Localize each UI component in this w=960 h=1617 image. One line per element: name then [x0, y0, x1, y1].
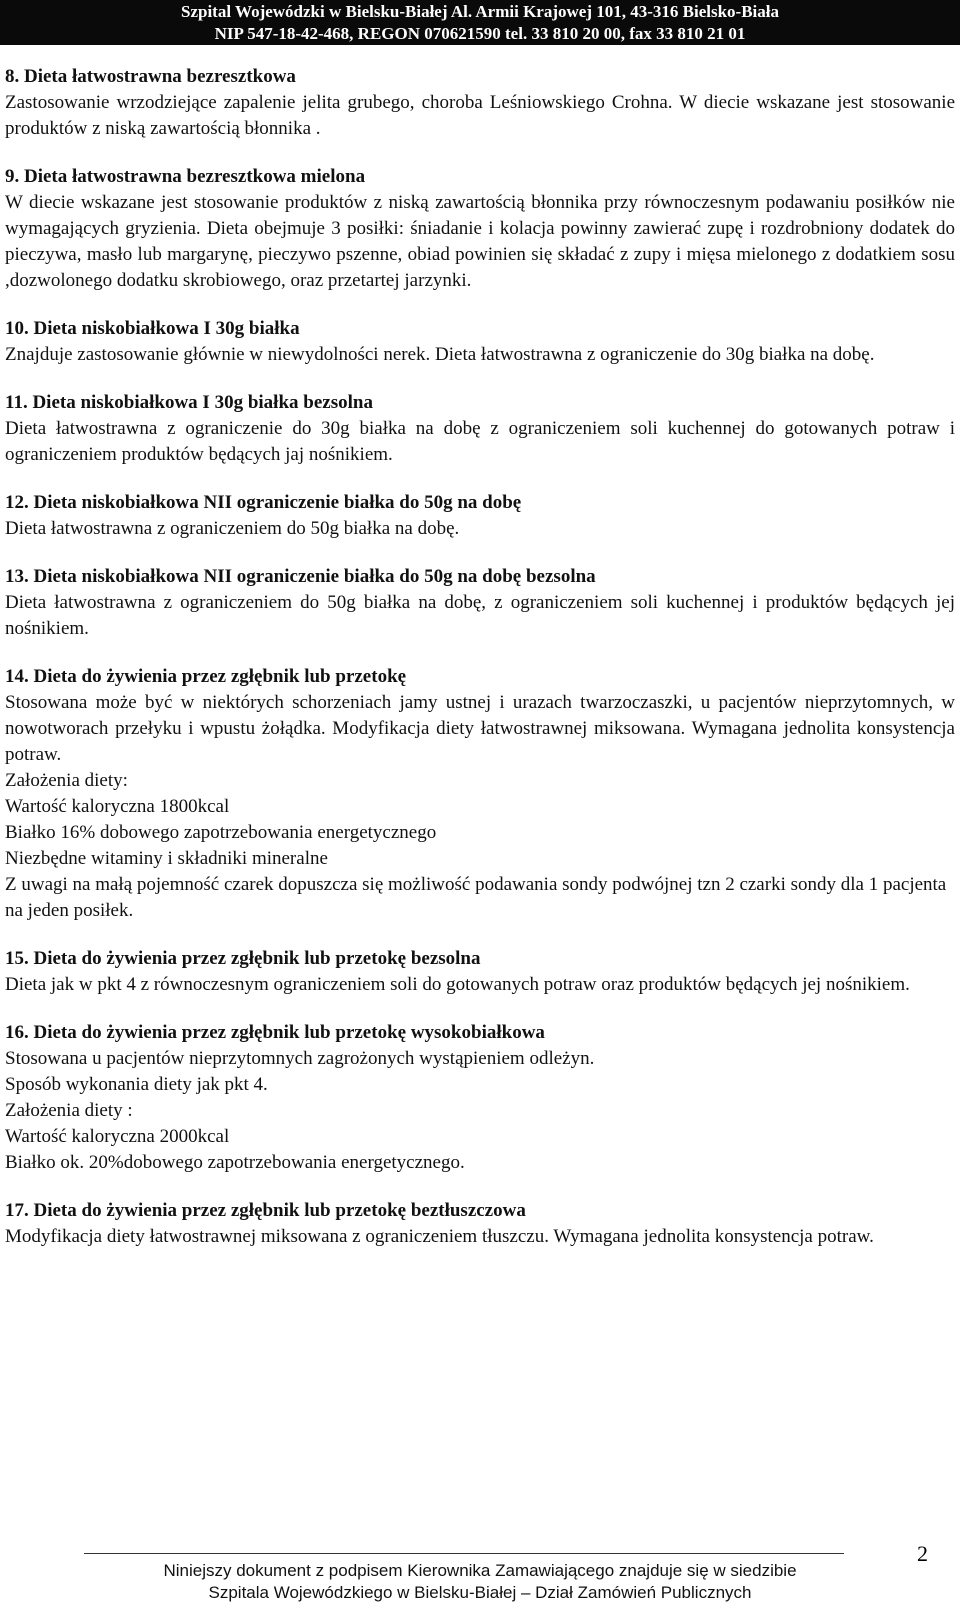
section-lines	[5, 1072, 955, 1176]
diet-section	[5, 1020, 955, 1176]
section-text: W diecie wskazane jest stosowanie produktów z niską zawartością błonnika przy równoczesnym podawaniu posiłków nie wymagających gryzienia. Dieta obejmuje 3 posiłki: śniadanie i kolacja powinny zawierać zupę i rozdrobniony dodatek do pieczywa, masło lub margarynę, pieczywo pszenne, obiad powinien się składać z zupy i mięsa mielonego z dodatkiem sosu ,dozwolonego dodatku skrobiowego, oraz przetartej jarzynki.	[5, 192, 955, 291]
diet-section	[5, 490, 955, 542]
section-line: Sposób wykonania diety jak pkt 4.	[5, 1074, 268, 1095]
section-line: Białko 16% dobowego zapotrzebowania energetycznego	[5, 822, 437, 843]
page-footer	[0, 1560, 960, 1604]
section-title: 17. Dieta do żywienia przez zgłębnik lub przetokę beztłuszczowa	[5, 1200, 526, 1221]
footer-line-2: Szpitala Wojewódzkiego w Bielsku-Białej – Dział Zamówień Publicznych	[208, 1583, 752, 1602]
section-line: Białko ok. 20%dobowego zapotrzebowania energetycznego.	[5, 1152, 465, 1173]
page-number: 2	[917, 1541, 928, 1566]
diet-section	[5, 164, 955, 294]
section-text: Modyfikacja diety łatwostrawnej miksowana z ograniczeniem tłuszczu. Wymagana jednolita konsystencja potraw.	[5, 1226, 874, 1247]
section-text: Dieta łatwostrawna z ograniczeniem do 50g białka na dobę, z ograniczeniem soli kuchennej i produktów będących jej nośnikiem.	[5, 592, 955, 639]
section-title: 11. Dieta niskobiałkowa I 30g białka bezsolna	[5, 392, 373, 413]
letterhead-line-2: NIP 547-18-42-468, REGON 070621590 tel. 33 810 20 00, fax 33 810 21 01	[214, 24, 746, 43]
section-title: 15. Dieta do żywienia przez zgłębnik lub przetokę bezsolna	[5, 948, 481, 969]
section-title: 13. Dieta niskobiałkowa NII ograniczenie białka do 50g na dobę bezsolna	[5, 566, 596, 587]
section-line: Założenia diety:	[5, 770, 128, 791]
section-lines	[5, 768, 955, 924]
diet-section	[5, 946, 955, 998]
section-line: Wartość kaloryczna 2000kcal	[5, 1126, 230, 1147]
diet-section	[5, 64, 955, 142]
diet-section	[5, 564, 955, 642]
diet-section	[5, 1198, 955, 1250]
letterhead-banner	[0, 0, 960, 45]
section-text: Dieta jak w pkt 4 z równoczesnym ograniczeniem soli do gotowanych potraw oraz produktów będących jej nośnikiem.	[5, 974, 910, 995]
letterhead-line-1: Szpital Wojewódzki w Bielsku-Białej Al. Armii Krajowej 101, 43-316 Bielsko-Biała	[181, 2, 779, 21]
section-title: 9. Dieta łatwostrawna bezresztkowa mielona	[5, 166, 366, 187]
section-text: Dieta łatwostrawna z ograniczenie do 30g białka na dobę z ograniczeniem soli kuchennej do gotowanych potraw i ograniczeniem produktów będących jaj nośnikiem.	[5, 418, 955, 465]
section-title: 12. Dieta niskobiałkowa NII ograniczenie białka do 50g na dobę	[5, 492, 522, 513]
diet-section	[5, 316, 955, 368]
section-title: 10. Dieta niskobiałkowa I 30g białka	[5, 318, 300, 339]
section-text: Dieta łatwostrawna z ograniczeniem do 50g białka na dobę.	[5, 518, 460, 539]
diet-section	[5, 390, 955, 468]
section-line: Niezbędne witaminy i składniki mineralne	[5, 848, 328, 869]
section-title: 8. Dieta łatwostrawna bezresztkowa	[5, 66, 296, 87]
footer-divider	[84, 1553, 844, 1554]
diet-section	[5, 664, 955, 924]
footer-line-1: Niniejszy dokument z podpisem Kierownika Zamawiającego znajduje się w siedzibie	[163, 1561, 797, 1580]
section-text: Stosowana u pacjentów nieprzytomnych zagrożonych wystąpieniem odleżyn.	[5, 1048, 595, 1069]
section-title: 16. Dieta do żywienia przez zgłębnik lub przetokę wysokobiałkowa	[5, 1022, 545, 1043]
document-body	[5, 64, 955, 1272]
section-line: Założenia diety :	[5, 1100, 133, 1121]
section-line: Wartość kaloryczna 1800kcal	[5, 796, 230, 817]
section-text: Znajduje zastosowanie głównie w niewydolności nerek. Dieta łatwostrawna z ograniczenie do 30g białka na dobę.	[5, 344, 875, 365]
section-title: 14. Dieta do żywienia przez zgłębnik lub przetokę	[5, 666, 407, 687]
section-text: Stosowana może być w niektórych schorzeniach jamy ustnej i urazach twarzoczaszki, u pacjentów nieprzytomnych, w nowotworach przełyku i wpustu żołądka. Modyfikacja diety łatwostrawnej miksowana. Wymagana jednolita konsystencja potraw.	[5, 692, 955, 765]
section-line: Z uwagi na małą pojemność czarek dopuszcza się możliwość podawania sondy podwójnej tzn 2 czarki sondy dla 1 pacjenta na jeden posiłek.	[5, 874, 947, 921]
section-text: Zastosowanie wrzodziejące zapalenie jelita grubego, choroba Leśniowskiego Crohna. W diecie wskazane jest stosowanie produktów z niską zawartością błonnika .	[5, 92, 955, 139]
